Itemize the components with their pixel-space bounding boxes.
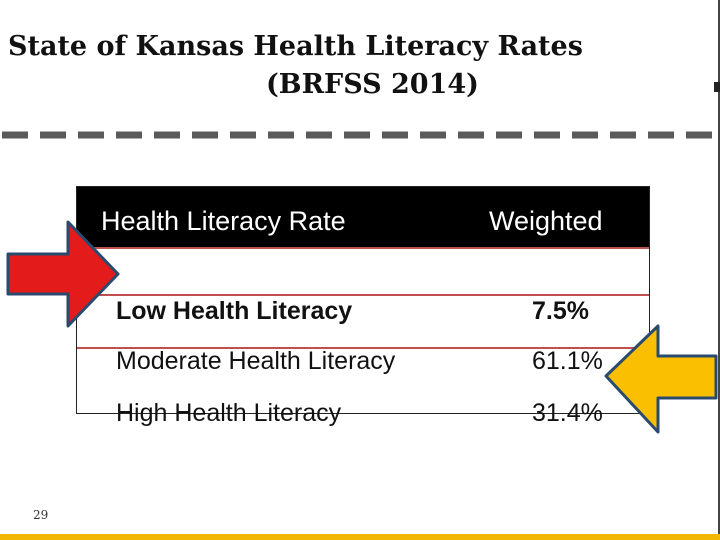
slide-title [8,28,708,104]
row-divider [77,247,649,249]
row-label: Low Health Literacy [116,297,353,325]
title-line-2: (BRFSS 2014) [266,69,479,100]
table-header [77,187,649,247]
row-label: High Health Literacy [116,399,342,427]
yellow-arrow-left-icon [600,320,720,440]
row-divider [77,294,649,296]
page-number: 29 [33,508,49,522]
header-weighted: Weighted [489,206,603,236]
row-value: 7.5% [532,297,589,325]
bottom-accent-bar [0,534,720,540]
edge-mark [714,82,720,92]
row-value: 61.1% [532,347,603,375]
red-arrow-right-icon [4,218,124,330]
header-rate: Health Literacy Rate [101,206,346,236]
title-line-1: State of Kansas Health Literacy Rates [8,31,583,62]
dashed-divider [0,128,720,142]
row-value: 31.4% [532,399,603,427]
literacy-table [76,186,650,427]
row-label: Moderate Health Literacy [116,347,396,375]
